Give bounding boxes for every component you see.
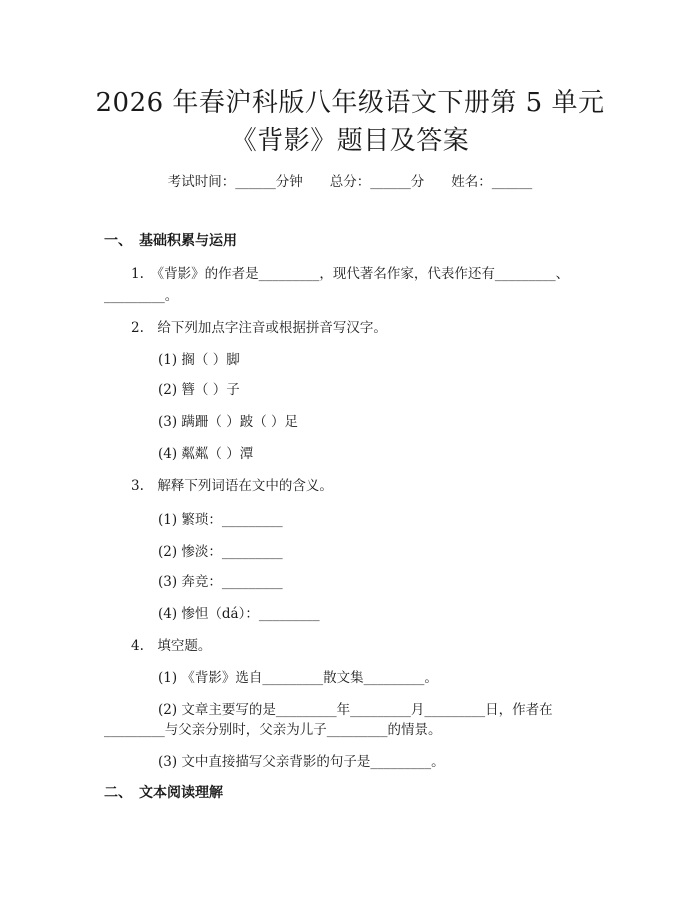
question-2: 2. 给下列加点字注音或根据拼音写汉字。	[131, 320, 387, 336]
page-subtitle: 《背影》题目及答案	[230, 126, 470, 156]
question-1: 1. 《背影》的作者是_________，现代著名作家，代表作还有_________、	[131, 266, 570, 282]
question-2-item: (4) 粼粼（ ）潭	[158, 446, 254, 462]
question-3: 3. 解释下列词语在文中的含义。	[131, 478, 333, 494]
question-4-item-continued: _________与父亲分别时，父亲为儿子_________的情景。	[104, 722, 442, 738]
question-1-continued: _________。	[104, 288, 179, 304]
exam-meta-line: 考试时间：______分钟 总分：______分 姓名：______	[167, 174, 533, 190]
question-4-item: (2) 文章主要写的是_________年_________月_________日，作者在	[158, 702, 553, 718]
section-heading-1: 一、 基础积累与运用	[104, 233, 237, 249]
page-title: 2026 年春沪科版八年级语文下册第 5 单元	[95, 88, 605, 118]
question-3-item: (1) 繁琐：_________	[158, 512, 283, 528]
question-2-item: (3) 蹒跚（ ）跛（ ）足	[158, 414, 298, 430]
question-4-item: (3) 文中直接描写父亲背影的句子是_________。	[158, 754, 445, 770]
question-2-item: (1) 搁（ ）脚	[158, 352, 240, 368]
question-4-item: (1) 《背影》选自_________散文集_________。	[158, 670, 438, 686]
question-4: 4. 填空题。	[131, 638, 212, 654]
section-heading-2: 二、 文本阅读理解	[104, 785, 223, 801]
question-3-item: (2) 惨淡：_________	[158, 544, 283, 560]
question-3-item: (4) 惨怛（dá）：_________	[158, 606, 320, 622]
question-2-item: (2) 簪（ ）子	[158, 382, 240, 398]
question-3-item: (3) 奔竞：_________	[158, 574, 283, 590]
